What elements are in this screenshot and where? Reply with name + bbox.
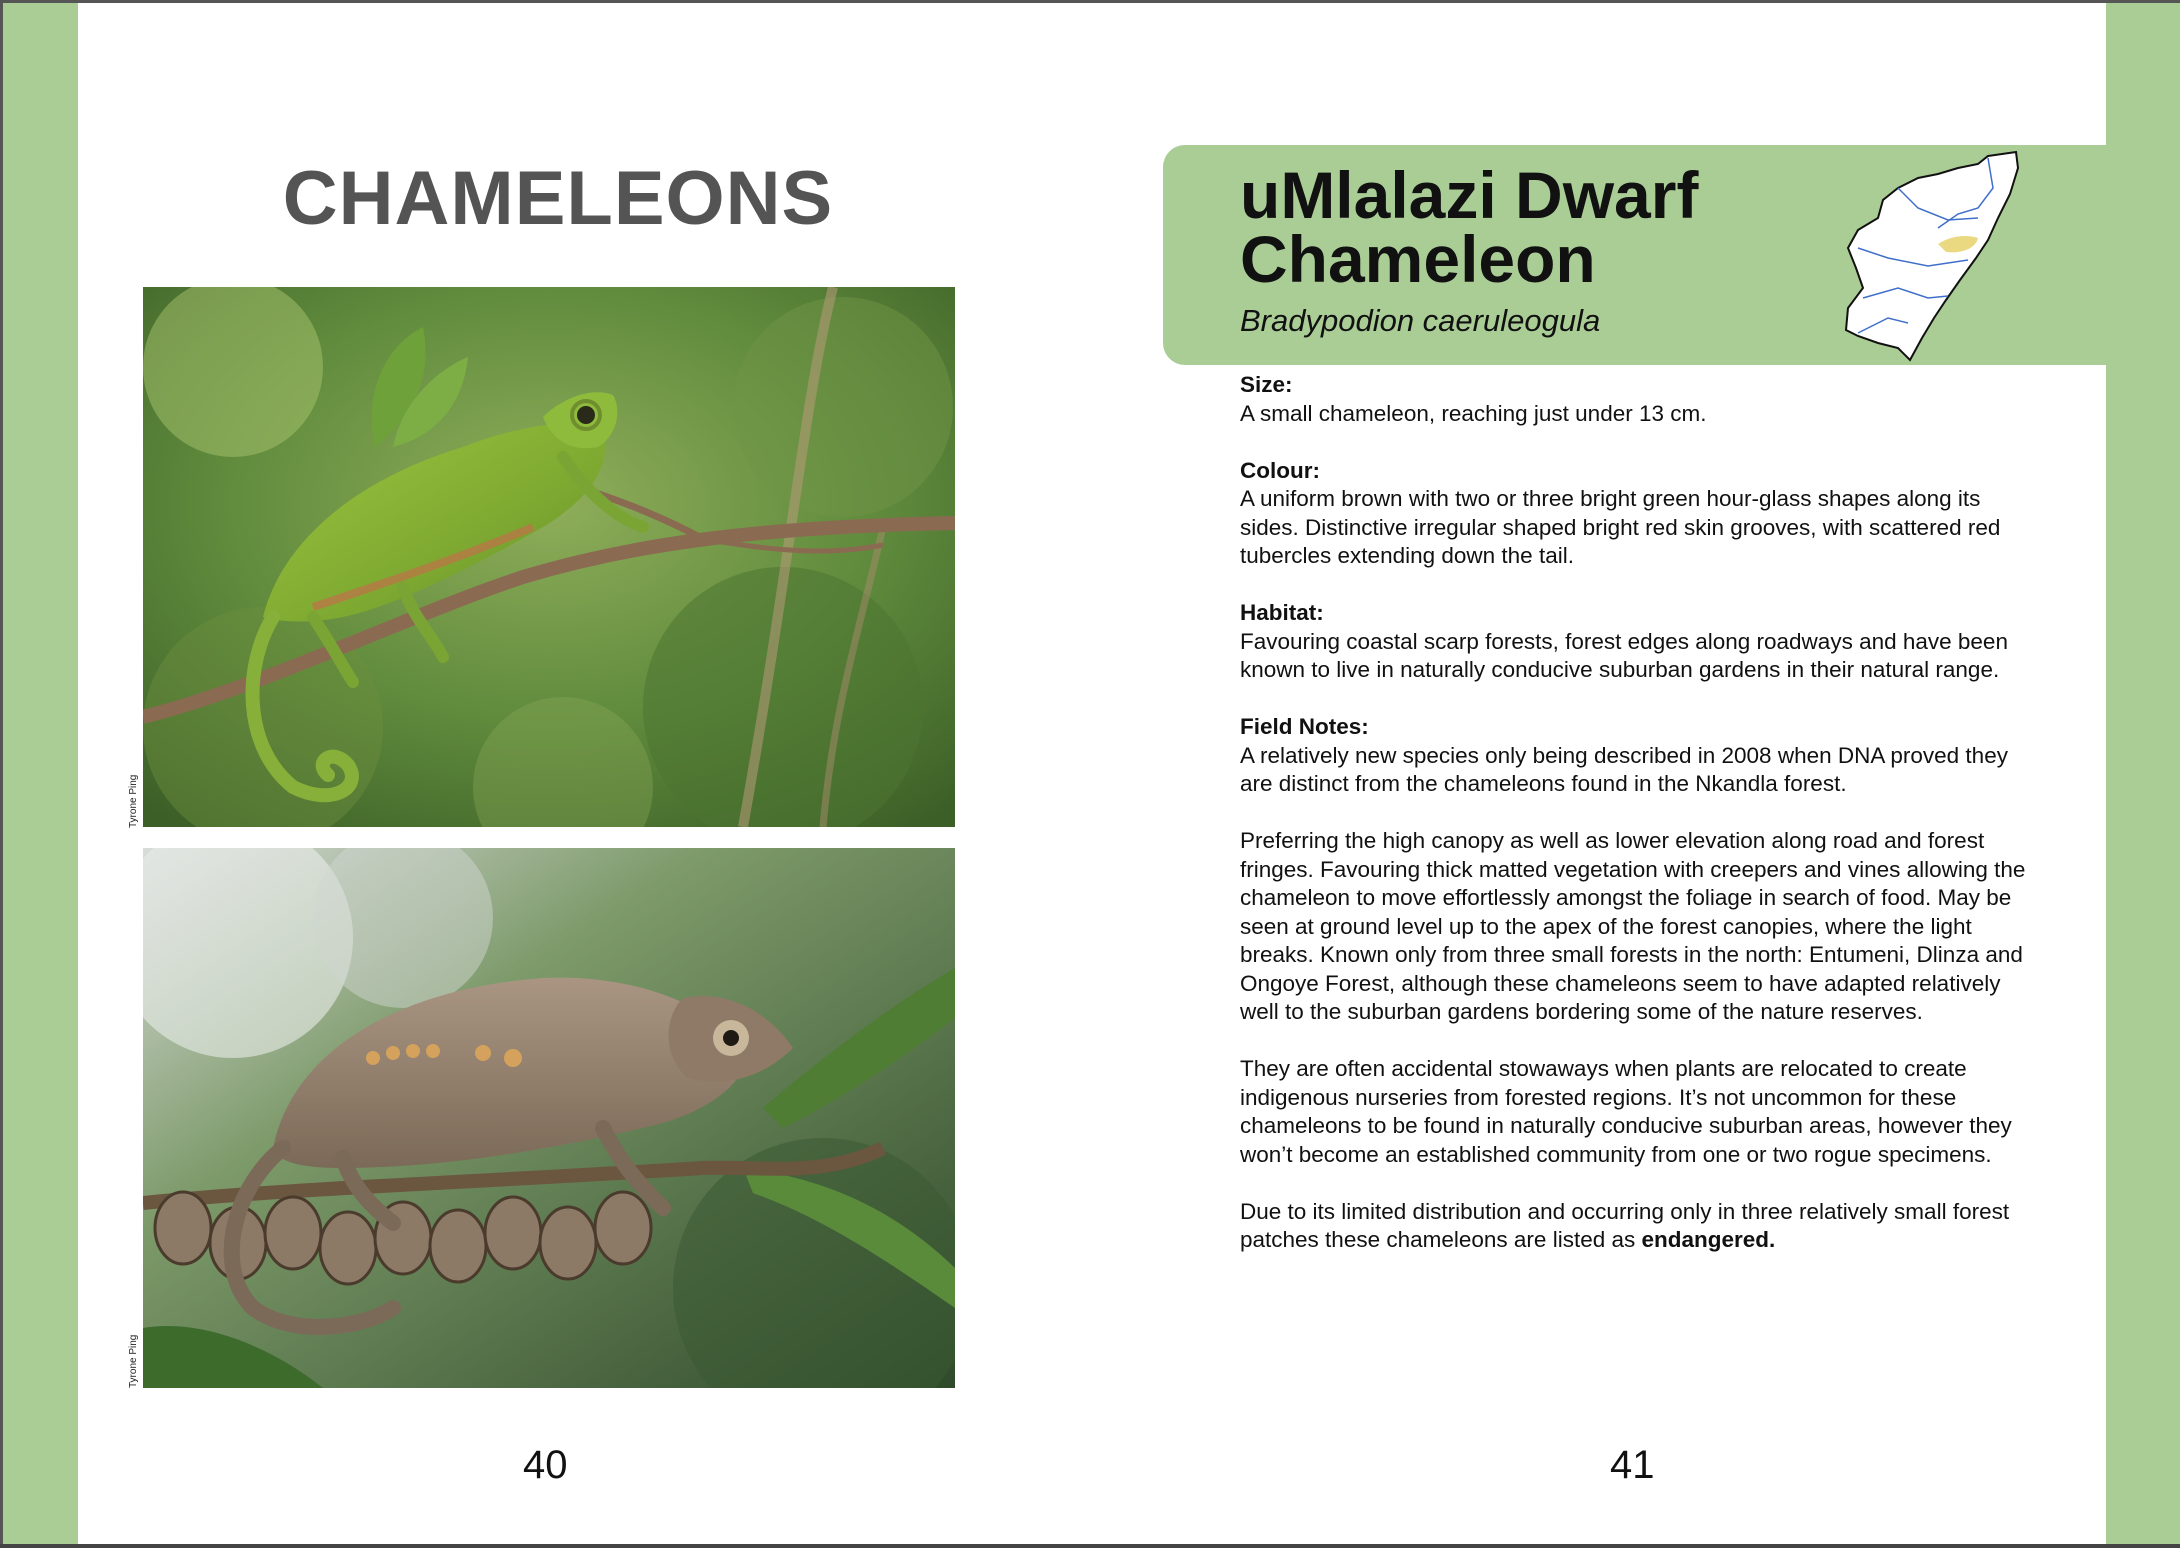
habitat-text: Favouring coastal scarp forests, forest edges along roadways and have been known to live in naturally conducive suburban gardens in their natural range. bbox=[1240, 628, 2008, 682]
photo-credit-1: Tyrone Ping bbox=[128, 774, 139, 828]
photo-credit-2: Tyrone Ping bbox=[128, 1334, 139, 1388]
size-label: Size: bbox=[1240, 372, 1293, 397]
page-number-right: 41 bbox=[1610, 1443, 1655, 1487]
field-notes-paragraph-3: They are often accidental stowaways when plants are relocated to create indigenous nurseries from forested regions. It’s not uncommon for these chameleons to be found in naturally conducive suburban areas, however they won’t become an established community from one or two rogue specimens. bbox=[1240, 1056, 2012, 1167]
colour-label: Colour: bbox=[1240, 457, 1320, 483]
page-number-left: 40 bbox=[523, 1443, 568, 1487]
conservation-sentence: Due to its limited distribution and occurring only in three relatively small forest patches these chameleons are listed as bbox=[1240, 1198, 2010, 1252]
right-page-edge bbox=[2106, 3, 2180, 1548]
field-notes-paragraph-1: A relatively new species only being described in 2008 when DNA proved they are distinct from the chameleons found in the Nkandla forest. bbox=[1240, 742, 2008, 796]
species-name-line-1: uMlalazi Dwarf bbox=[1240, 158, 1699, 232]
species-description bbox=[1240, 371, 2040, 1255]
photo-brown-chameleon bbox=[143, 848, 955, 1388]
kzn-distribution-map-icon bbox=[1838, 148, 2028, 366]
field-notes-label: Field Notes: bbox=[1240, 714, 1369, 739]
habitat-label: Habitat: bbox=[1240, 600, 1324, 625]
size-text: A small chameleon, reaching just under 13 cm. bbox=[1240, 400, 1707, 426]
field-notes-paragraph-2: Preferring the high canopy as well as lower elevation along road and forest fringes. Favouring thick matted vegetation with creepers and vines allowing the chameleon to move effortlessly amongst the foliage in search of food. May be seen at ground level up to the apex of the forest canopies, where the light breaks. Known only from three small forests in the north: Entumeni, Dlinza and Ongoye Forest, although these chameleons seem to have adapted relatively well to the suburban gardens bordering some of the nature reserves. bbox=[1240, 828, 2026, 1024]
photo-green-chameleon bbox=[143, 287, 955, 827]
page-title: CHAMELEONS bbox=[282, 156, 834, 241]
species-common-name bbox=[1240, 158, 1800, 296]
bottom-border bbox=[0, 1544, 2180, 1548]
species-scientific-name: Bradypodion caeruleogula bbox=[1240, 303, 1601, 338]
left-page-edge bbox=[0, 3, 78, 1548]
colour-text: A uniform brown with two or three bright green hour-glass shapes along its sides. Distinctive irregular shaped bright red skin grooves, with scattered red tubercles extending down the tail. bbox=[1240, 486, 2001, 568]
conservation-status: endangered. bbox=[1641, 1227, 1776, 1252]
field-notes-paragraph-4 bbox=[1240, 1198, 2040, 1255]
species-name-line-2: Chameleon bbox=[1240, 222, 1596, 296]
